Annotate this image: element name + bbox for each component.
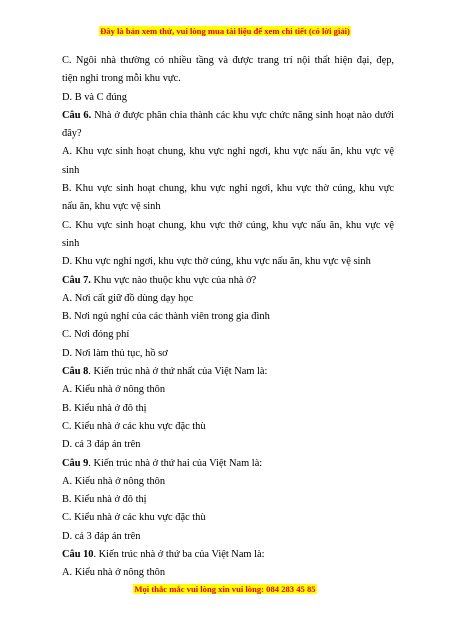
question-number: Câu 8 — [62, 366, 89, 378]
document-line — [62, 491, 394, 509]
line-text: tiện nghi trong mỗi khu vực. — [62, 73, 181, 85]
document-line — [62, 143, 394, 161]
line-text: C. Kiểu nhà ở các khu vực đặc thù — [62, 512, 206, 524]
line-text: . Kiến trúc nhà ở thứ nhất của Việt Nam là: — [88, 366, 268, 378]
line-text: D. cả 3 đáp án trên — [62, 439, 141, 451]
document-line — [62, 217, 394, 235]
document-line — [62, 198, 394, 216]
document-line — [62, 89, 394, 107]
line-text: B. Kiểu nhà ở đô thị — [62, 402, 147, 414]
question-number: Câu 6. — [62, 109, 92, 121]
preview-notice-banner — [0, 26, 450, 36]
line-text: B. Nơi ngủ nghỉ của các thành viên trong gia đình — [62, 311, 270, 323]
document-line — [62, 162, 394, 180]
document-line — [62, 235, 394, 253]
document-line — [62, 125, 394, 143]
document-line — [62, 253, 394, 271]
document-line — [62, 509, 394, 527]
document-body — [62, 52, 394, 583]
line-text: Khu vực nào thuộc khu vực của nhà ở? — [90, 274, 257, 286]
document-line — [62, 381, 394, 399]
contact-notice-text: Mọi thắc mắc vui lòng xin vui lòng: 084 283 45 85 — [134, 584, 316, 594]
question-number: Câu 7. — [62, 274, 91, 286]
contact-notice-banner — [0, 584, 450, 594]
document-line — [62, 180, 394, 198]
line-text: A. Kiểu nhà ở nông thôn — [62, 567, 166, 579]
line-text: sinh — [62, 164, 80, 176]
question-line — [62, 272, 394, 290]
document-line — [62, 418, 394, 436]
line-text: Nhà ở được phân chia thành các khu vực chức năng sinh hoạt nào dưới — [91, 109, 394, 121]
question-line — [62, 455, 394, 473]
line-text: A. Khu vực sinh hoạt chung, khu vực nghỉ ngơi, khu vực nấu ăn, khu vực vệ — [62, 146, 394, 158]
line-text: B. Khu vực sinh hoạt chung, khu vực nghỉ ngơi, khu vực thờ cúng, khu vực — [62, 183, 394, 195]
document-line — [62, 345, 394, 363]
line-text: B. Kiểu nhà ở đô thị — [62, 494, 147, 506]
document-line — [62, 436, 394, 454]
question-number: Câu 10 — [62, 549, 94, 561]
document-line — [62, 308, 394, 326]
document-line — [62, 290, 394, 308]
line-text: . Kiến trúc nhà ở thứ ba của Việt Nam là: — [93, 549, 265, 561]
line-text: A. Kiểu nhà ở nông thôn — [62, 475, 166, 487]
document-line — [62, 528, 394, 546]
line-text: C. Ngôi nhà thường có nhiều tầng và được trang trí nội thất hiện đại, đẹp, — [62, 55, 394, 66]
question-number: Câu 9 — [62, 457, 89, 469]
line-text: A. Nơi cất giữ đồ dùng dạy học — [62, 292, 194, 304]
line-text: D. B và C đúng — [62, 91, 127, 103]
question-line — [62, 107, 394, 125]
document-line — [62, 564, 394, 582]
preview-notice-text: Đây là bản xem thử, vui lòng mua tài liệu để xem chi tiết (có lời giải) — [100, 26, 350, 36]
line-text: D. Nơi làm thủ tục, hồ sơ — [62, 347, 168, 359]
line-text: . Kiến trúc nhà ở thứ hai của Việt Nam là: — [88, 457, 263, 469]
line-text: sinh — [62, 237, 80, 249]
line-text: C. Nơi đóng phí — [62, 329, 130, 341]
document-line — [62, 70, 394, 88]
line-text: C. Khu vực sinh hoạt chung, khu vực thờ cúng, khu vực nấu ăn, khu vực vệ — [62, 219, 394, 231]
document-line — [62, 473, 394, 491]
line-text: A. Kiểu nhà ở nông thôn — [62, 384, 166, 396]
document-line — [62, 326, 394, 344]
line-text: nấu ăn, khu vực vệ sinh — [62, 201, 161, 213]
line-text: C. Kiểu nhà ở các khu vực đặc thù — [62, 420, 206, 432]
document-line — [62, 400, 394, 418]
line-text: D. cả 3 đáp án trên — [62, 530, 141, 542]
line-text: D. Khu vực nghỉ ngơi, khu vực thờ cúng, khu vực nấu ăn, khu vực vệ sinh — [62, 256, 371, 268]
question-line — [62, 363, 394, 381]
document-line — [62, 52, 394, 70]
question-line — [62, 546, 394, 564]
line-text: đây? — [62, 128, 82, 140]
